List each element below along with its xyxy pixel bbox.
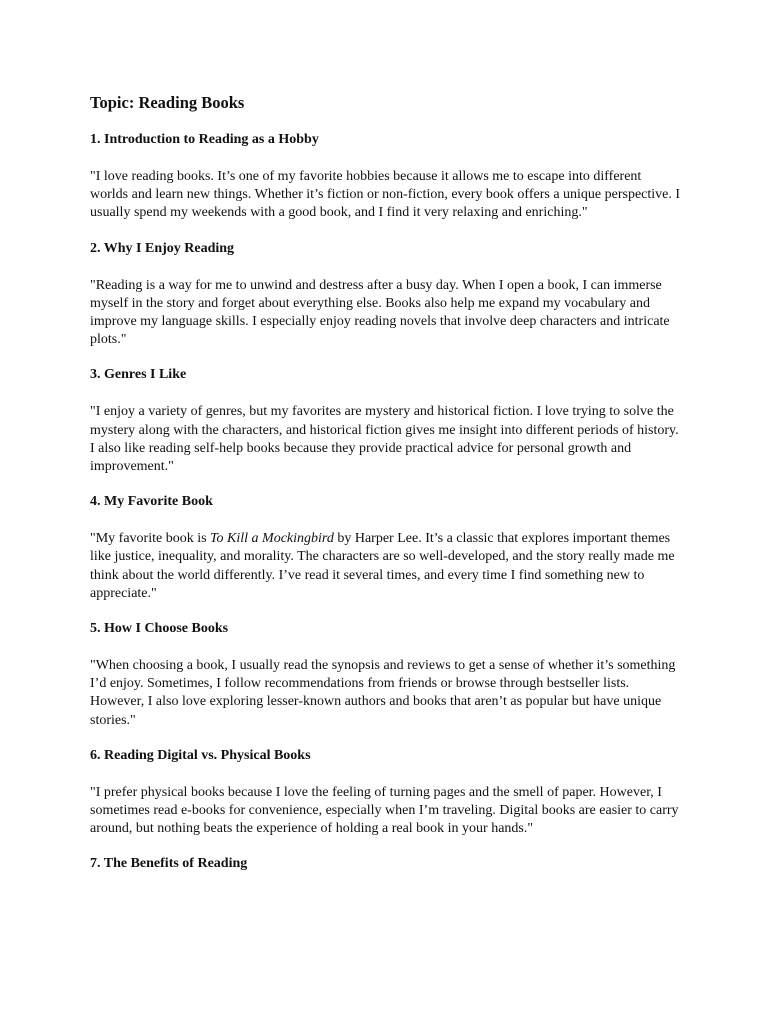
section-heading: 5. How I Choose Books: [90, 621, 229, 637]
section-body: "I love reading books. It’s one of my favorite hobbies because it allows me to escape into different worlds and learn new things. Whether it’s fiction or non-fiction, every book offers a unique perspective. I usually spend my weekends with a good book, and I find it very relaxing and enriching.": [90, 169, 681, 221]
section-heading: 4. My Favorite Book: [90, 494, 213, 510]
document-title: Topic: Reading Books: [90, 93, 245, 112]
section-body: [90, 530, 682, 603]
section-favorite-book: [90, 493, 682, 603]
section-heading: 2. Why I Enjoy Reading: [90, 240, 235, 256]
section-choose-books: [90, 620, 682, 730]
section-genres: [90, 366, 682, 476]
section-heading: 1. Introduction to Reading as a Hobby: [90, 132, 319, 147]
section-body: "Reading is a way for me to unwind and destress after a busy day. When I open a book, I can immerse myself in the story and forget about everything else. Books also help me expand my vocabulary and improve my language skills. I especially enjoy reading novels that involve deep characters and intricate plots.": [90, 277, 670, 348]
section-heading: 7. The Benefits of Reading: [90, 856, 248, 872]
section-heading: 6. Reading Digital vs. Physical Books: [90, 747, 311, 763]
section-heading: 3. Genres I Like: [90, 367, 187, 383]
section-digital-vs-physical: [90, 747, 682, 839]
body-text-after: by Harper Lee. It’s a classic that explores important themes like justice, inequality, and morality. The characters are so well-developed, and the story really made me think about the world differently. I’ve read it several times, and every time I find something new to appreciate.": [90, 531, 675, 601]
section-body: "I enjoy a variety of genres, but my favorites are mystery and historical fiction. I love trying to solve the mystery along with the characters, and historical fiction gives me insight into different periods of history. I also like reading self-help books because they provide practical advice for personal growth and improvement.": [90, 404, 679, 475]
body-text-before: "My favorite book is: [90, 531, 211, 547]
book-title: To Kill a Mockingbird: [210, 531, 334, 547]
section-benefits: [90, 855, 682, 873]
section-body: "When choosing a book, I usually read the synopsis and reviews to get a sense of whether it’s something I’d enjoy. Sometimes, I follow recommendations from friends or browse through bestseller lists. However, I also love exploring lesser-known authors and books that aren’t as popular but have unique stories.": [90, 658, 676, 728]
document-page: [90, 92, 682, 892]
section-why-enjoy: [90, 240, 682, 350]
section-introduction: [90, 131, 682, 223]
section-body: "I prefer physical books because I love the feeling of turning pages and the smell of paper. However, I sometimes read e-books for convenience, especially when I’m traveling. Digital books are easier to carry around, but nothing beats the experience of holding a real book in your hands.": [90, 784, 679, 837]
